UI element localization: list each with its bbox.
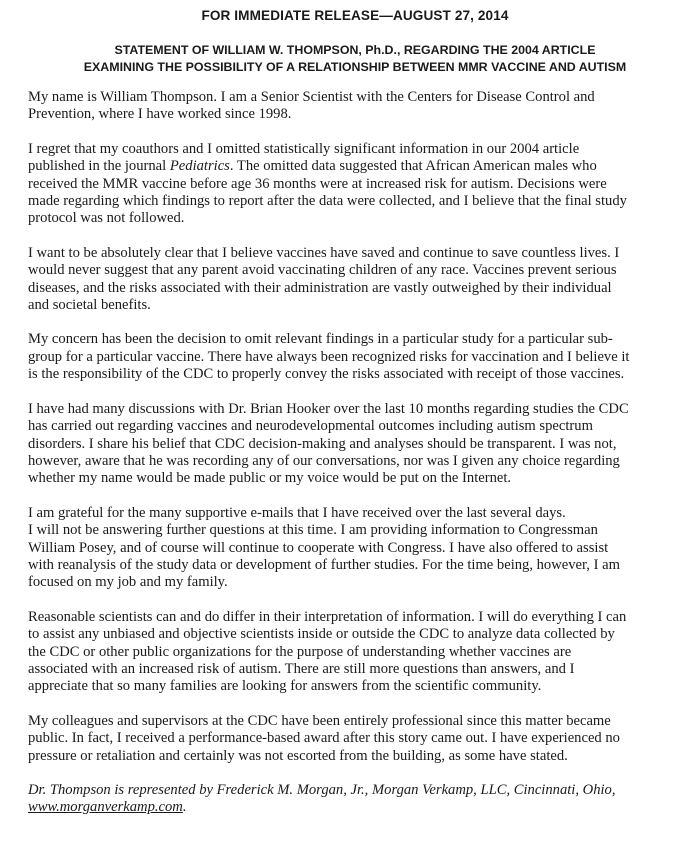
representation-note xyxy=(28,782,682,817)
paragraph-regret xyxy=(28,141,682,228)
text-line: however, aware that he was recording any of our conversations, nor was I given any choice regarding xyxy=(28,452,620,469)
text-line: to assist any unbiased and objective scientists inside or outside the CDC to analyze data collected by xyxy=(28,626,615,643)
text-line: would never suggest that any parent avoid vaccinating children of any race. Vaccines prevent serious xyxy=(28,262,617,279)
text-line: Prevention, where I have worked since 1998. xyxy=(28,106,292,123)
text-line: is the responsibility of the CDC to properly convey the risks associated with receipt of those vaccines. xyxy=(28,366,625,383)
text-line: My concern has been the decision to omit relevant findings in a particular study for a particular sub- xyxy=(28,331,613,348)
text-line: I have had many discussions with Dr. Brian Hooker over the last 10 months regarding studies the CDC xyxy=(28,400,629,417)
text-line: My name is William Thompson. I am a Senior Scientist with the Centers for Disease Control and xyxy=(28,89,595,105)
text-line: disorders. I share his belief that CDC decision-making and analyses should be transparent. I was not, xyxy=(28,435,617,452)
text-fragment: published in the journal xyxy=(28,158,170,175)
paragraph-concern xyxy=(28,331,682,383)
text-line: the CDC or other public organizations for the purpose of understanding whether vaccines are xyxy=(28,643,572,660)
text-line: pressure or retaliation and certainly was not escorted from the building, as some have stated. xyxy=(28,747,568,764)
paragraph-introduction xyxy=(28,89,682,124)
text-line: focused on my job and my family. xyxy=(28,574,228,591)
text-line: public. In fact, I received a performance-based award after this story came out. I have experienced no xyxy=(28,730,620,747)
paragraph-vaccines-save-lives xyxy=(28,245,682,315)
text-line: I regret that my coauthors and I omitted statistically significant information in our 2004 article xyxy=(28,140,580,157)
text-line: I am grateful for the many supportive e-mails that I have received over the last several days. xyxy=(28,504,566,521)
statement-title-line-2: EXAMINING THE POSSIBILITY OF A RELATIONSHIP BETWEEN MMR VACCINE AND AUTISM xyxy=(83,60,627,74)
paragraph-discussions xyxy=(28,401,682,488)
text-line: I want to be absolutely clear that I believe vaccines have saved and continue to save countless lives. I xyxy=(28,244,620,261)
text-line: associated with an increased risk of autism. There are still more questions than answers, and I xyxy=(28,660,575,677)
release-date-heading: FOR IMMEDIATE RELEASE—AUGUST 27, 2014 xyxy=(201,8,509,23)
text-line xyxy=(28,158,682,175)
text-line: received the MMR vaccine before age 36 months were at increased risk for autism. Decisions were xyxy=(28,175,607,192)
text-line: appreciate that so many families are looking for answers from the scientific community. xyxy=(28,678,542,695)
text-line: made regarding which findings to report after the data were collected, and I believe that the final study xyxy=(28,193,627,210)
statement-title xyxy=(28,42,682,76)
statement-body xyxy=(28,89,682,817)
text-line: diseases, and the risks associated with their administration are vastly outweighed by their individual xyxy=(28,279,612,296)
text-line xyxy=(28,799,682,816)
text-fragment: . The omitted data suggested that African American males who xyxy=(229,158,597,175)
text-line: I will not be answering further questions at this time. I am providing information to Congressman xyxy=(28,522,598,539)
text-line: with reanalysis of the study data or development of further studies. For the time being, however, I am xyxy=(28,556,620,573)
text-line: Reasonable scientists can and do differ in their interpretation of information. I will do everything I can xyxy=(28,608,627,625)
morgan-verkamp-link[interactable]: www.morganverkamp.com xyxy=(28,799,183,816)
paragraph-colleagues xyxy=(28,713,682,765)
paragraph-gratitude xyxy=(28,505,682,592)
text-fragment: . xyxy=(182,799,187,816)
statement-title-line-1: STATEMENT OF WILLIAM W. THOMPSON, Ph.D., REGARDING THE 2004 ARTICLE xyxy=(114,43,596,57)
text-line: group for a particular vaccine. There have always been recognized risks for vaccination and I believe it xyxy=(28,348,630,365)
text-line: William Posey, and of course will continue to cooperate with Congress. I have also offered to assist xyxy=(28,539,609,556)
paragraph-reasonable-scientists xyxy=(28,609,682,696)
text-line: protocol was not followed. xyxy=(28,210,185,227)
text-line: and societal benefits. xyxy=(28,297,151,314)
text-line: My colleagues and supervisors at the CDC have been entirely professional since this matter became xyxy=(28,712,611,729)
text-line: Dr. Thompson is represented by Frederick M. Morgan, Jr., Morgan Verkamp, LLC, Cincinnati, Ohio, xyxy=(28,782,616,798)
text-line: has carried out regarding vaccines and neurodevelopmental outcomes including autism spectrum xyxy=(28,418,593,435)
text-line: whether my name would be made public or my voice would be put on the Internet. xyxy=(28,470,512,487)
journal-name: Pediatrics xyxy=(169,158,230,175)
